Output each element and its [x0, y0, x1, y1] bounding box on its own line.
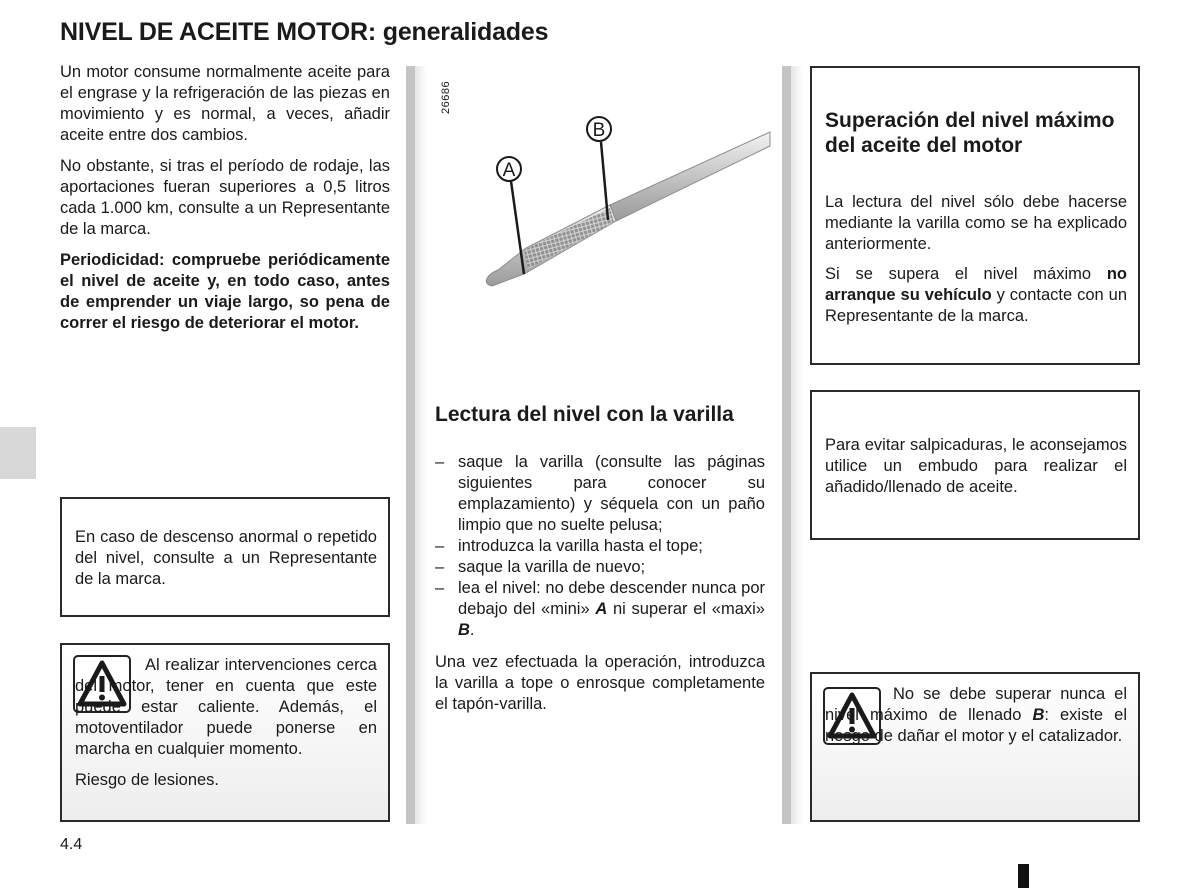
dipstick-diagram	[430, 70, 775, 310]
column-divider-right	[782, 66, 791, 824]
overfill-warning-box	[810, 672, 1140, 822]
dipstick-reading-heading: Lectura del nivel con la varilla	[435, 403, 734, 426]
mark-b-ref: B	[458, 621, 470, 639]
step-item: – introduzca la varilla hasta el tope;	[435, 536, 765, 557]
abnormal-drop-note-text: En caso de descenso anormal o repetido del nivel, consulte a un Representante de la marca.	[75, 528, 377, 588]
hot-engine-warning-paragraph: Al realizar intervenciones cerca del motor, tener en cuenta que este puede estar caliente. Además, el motoventilador puede ponerse en marcha en cualquier momento.	[75, 656, 377, 758]
step-item: – saque la varilla (consulte las páginas siguientes para conocer su emplazamiento) y séquela con un paño limpio que no suelte pelusa;	[435, 452, 765, 536]
mark-a-ref: A	[595, 600, 608, 618]
dipstick-reading-steps	[435, 452, 765, 641]
dipstick-rod	[610, 132, 770, 221]
periodicity-paragraph: Periodicidad: compruebe periódicamente el nivel de aceite y, en todo caso, antes de emprender un viaje largo, so pena de correr el riesgo de deteriorar el motor.	[60, 251, 390, 332]
hot-engine-warning-box	[60, 643, 390, 822]
funnel-tip-box	[810, 390, 1140, 540]
funnel-tip-text: Para evitar salpicaduras, le aconsejamos utilice un embudo para realizar el añadido/llenado de aceite.	[825, 436, 1127, 496]
callout-b-label: B	[592, 120, 606, 141]
max-level-exceeded-heading: Superación del nivel máximo del aceite del motor	[825, 109, 1115, 157]
page-title: NIVEL DE ACEITE MOTOR: generalidades	[60, 18, 549, 46]
intro-paragraph-2: No obstante, si tras el período de rodaje, las aportaciones fueran superiores a 0,5 litros cada 1.000 km, consulte a un Representante de la marca.	[60, 157, 390, 238]
figure-reference-code: 26686	[440, 80, 452, 114]
dipstick-knurled-zone	[524, 208, 614, 269]
column-shadow-left	[415, 66, 427, 824]
reinsert-instructions: Una vez efectuada la operación, introduzca la varilla a tope o enrosque completamente el tapón-varilla.	[435, 653, 765, 713]
abnormal-drop-note-box	[60, 497, 390, 617]
step-item-read-level: – lea el nivel: no debe descender nunca por debajo del «mini» A ni superar el «maxi» B.	[435, 578, 765, 641]
injury-risk-text: Riesgo de lesiones.	[75, 771, 220, 789]
intro-paragraph-1: Un motor consume normalmente aceite para el engrase y la refrigeración de las piezas en movimiento y es normal, a veces, añadir aceite entre dos cambios.	[60, 63, 390, 144]
hot-engine-warning-text	[75, 655, 377, 791]
column-divider-left	[406, 66, 415, 824]
max-level-exceeded-text	[825, 192, 1127, 336]
section-tab-marker	[0, 427, 36, 479]
max-level-paragraph-1: La lectura del nivel sólo debe hacerse mediante la varilla como se ha explicado anteriormente.	[825, 193, 1127, 253]
overfill-warning-text: No se debe superar nunca el nivel máximo de llenado B: existe el riesgo de dañar el motor y el catalizador.	[825, 685, 1127, 745]
step-item: – saque la varilla de nuevo;	[435, 557, 765, 578]
page-number: 4.4	[60, 836, 83, 853]
column-shadow-right	[791, 66, 803, 824]
max-level-paragraph-2: Si se supera el nivel máximo no arranque su vehículo y contacte con un Representante de la marca.	[825, 265, 1127, 325]
callout-a-label: A	[502, 160, 516, 181]
crop-mark	[1018, 864, 1029, 888]
intro-column	[60, 62, 390, 344]
max-level-exceeded-box	[810, 66, 1140, 365]
